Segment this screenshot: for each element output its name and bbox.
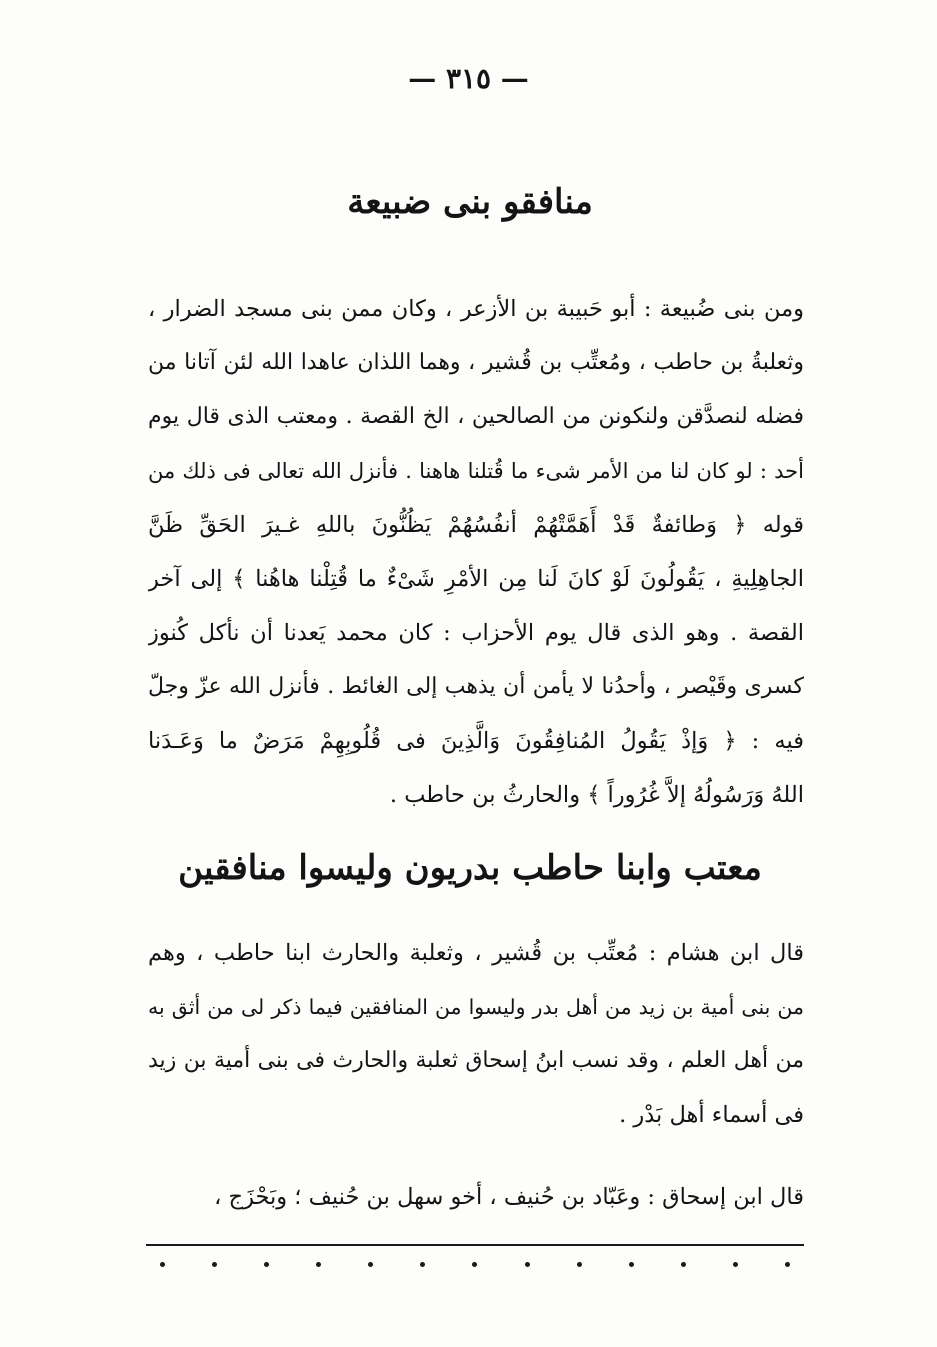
dot: [264, 1262, 269, 1267]
dot: [525, 1262, 530, 1267]
dot: [577, 1262, 582, 1267]
footnote-dots: [160, 1262, 790, 1267]
dot: [420, 1262, 425, 1267]
dot: [160, 1262, 165, 1267]
text-line: القصة . وهو الذى قال يوم الأحزاب : كان محمد يَعدنا أن نأكل كُنوز: [148, 620, 804, 646]
text-line: فيه : ﴿ وَإذْ يَقُولُ المُنافِقُونَ وَالَّذِينَ فى قُلُوبِهِمْ مَرَضٌ ما وَعَـدَنا: [148, 728, 804, 754]
text-line: أحد : لو كان لنا من الأمر شىء ما قُتلنا هاهنا . فأنزل الله تعالى فى ذلك من: [148, 459, 804, 483]
paragraph-ibn-ishaq: [148, 1170, 804, 1224]
text-line: ومن بنى ضُبيعة : أبو حَبيبة بن الأزعر ، وكان ممن بنى مسجد الضرار ،: [148, 296, 804, 322]
dot: [681, 1262, 686, 1267]
text-line: اللهُ وَرَسُولُهُ إلاَّ غُرُوراً ﴾ والحارثُ بن حاطب .: [389, 782, 804, 808]
text-line: فضله لنصدَّقن ولنكونن من الصالحين ، الخ القصة . ومعتب الذى قال يوم: [148, 404, 804, 429]
page-number: — ٣١٥ —: [408, 62, 529, 95]
dot: [785, 1262, 790, 1267]
text-line: قوله ﴿ وَطائفةٌ قَدْ أَهَمَّتْهُمْ أنفُسُهُمْ يَظُنُّونَ باللهِ غـيرَ الحَقِّ ظَنَّ: [148, 512, 804, 538]
section-title-munafiqu-bani-dubayaa: منافقو بنى ضبيعة: [347, 182, 593, 222]
footer-rule: [146, 1244, 804, 1246]
dot: [629, 1262, 634, 1267]
dot: [472, 1262, 477, 1267]
paragraph-ibn-hisham: [148, 926, 804, 1142]
dot: [368, 1262, 373, 1267]
dot: [733, 1262, 738, 1267]
dot: [316, 1262, 321, 1267]
text-line: قال ابن هشام : مُعتِّب بن قُشير ، وثعلبة والحارث ابنا حاطب ، وهم: [148, 940, 804, 966]
dot: [212, 1262, 217, 1267]
section-title-muattib-badriyyun: معتب وابنا حاطب بدريون وليسوا منافقين: [178, 848, 762, 888]
text-line: قال ابن إسحاق : وعَبّاد بن حُنيف ، أخو سهل بن حُنيف ؛ وبَحْزَج ،: [214, 1184, 804, 1210]
paragraph-bani-dubayaa: [148, 282, 804, 822]
text-line: وثعلبةُ بن حاطب ، ومُعتِّب بن قُشير ، وهما اللذان عاهدا الله لئن آتانا من: [148, 350, 804, 375]
text-line: من بنى أمية بن زيد من أهل بدر وليسوا من المنافقين فيما ذكر لى من أثق به: [148, 995, 804, 1019]
text-line: فى أسماء أهل بَدْر .: [619, 1102, 804, 1128]
text-line: كسرى وقَيْصر ، وأحدُنا لا يأمن أن يذهب إلى الغائط . فأنزل الله عزّ وجلّ: [148, 674, 804, 699]
text-line: الجاهِلِيةِ ، يَقُولُونَ لَوْ كانَ لَنا مِن الأمْرِ شَىْءٌ ما قُتِلْنا هاهُنا ﴾ إلى آخر: [148, 566, 804, 592]
text-line: من أهل العلم ، وقد نسب ابنُ إسحاق ثعلبة والحارث فى بنى أمية بن زيد: [148, 1048, 804, 1073]
